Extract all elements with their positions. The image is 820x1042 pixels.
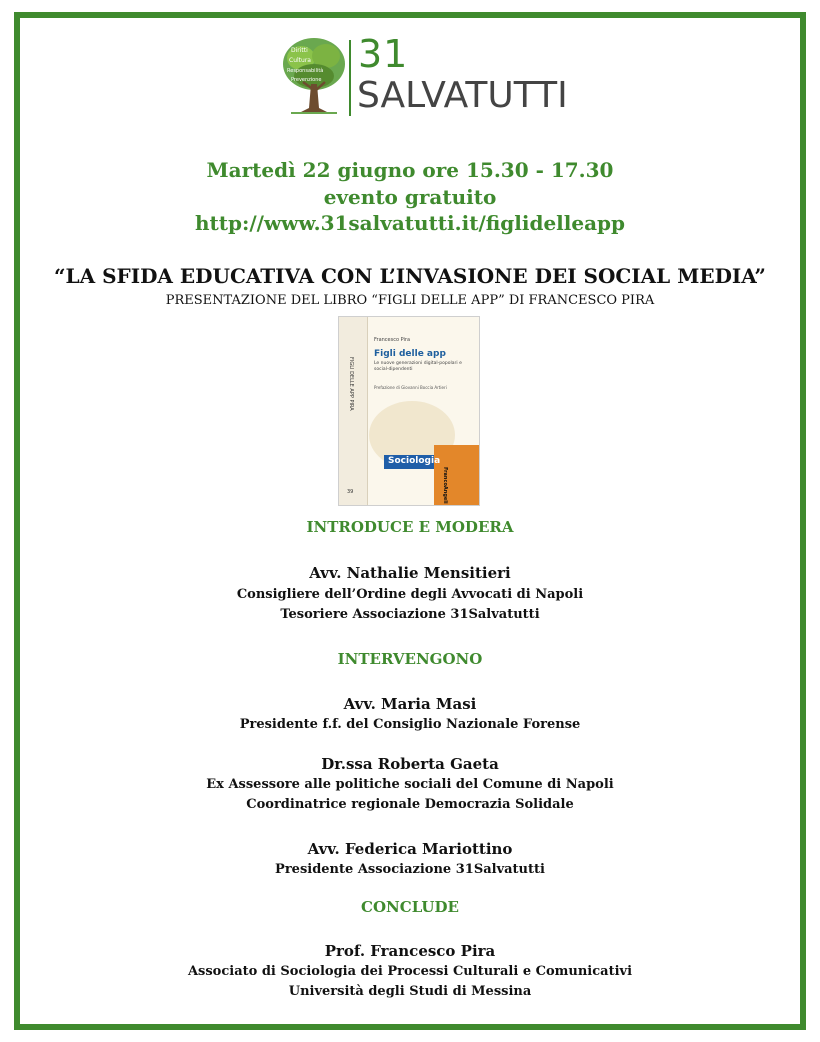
- section-heading-conclude: CONCLUDE: [361, 898, 459, 916]
- speaker-role: Tesoriere Associazione 31Salvatutti: [280, 607, 540, 622]
- logo-number: 31: [358, 32, 409, 76]
- logo-divider: [349, 40, 351, 116]
- book-spine-text: FIGLI DELLE APP PIRA: [348, 357, 354, 411]
- svg-text:Prevenzione: Prevenzione: [291, 77, 322, 83]
- book-cover: [338, 316, 480, 506]
- speaker-role: Università degli Studi di Messina: [288, 984, 532, 999]
- speaker-role: Presidente f.f. del Consiglio Nazionale Forense: [239, 717, 581, 732]
- book-spine-number: 39: [347, 489, 354, 495]
- book-preface: Prefazione di Giovanni Boccia Artieri: [374, 385, 447, 390]
- speaker-role: Associato di Sociologia dei Processi Culturali e Comunicativi: [187, 964, 633, 979]
- speaker-name: Prof. Francesco Pira: [324, 942, 496, 960]
- book-spine: [339, 317, 368, 506]
- logo-brand: SALVATUTTI: [357, 75, 568, 116]
- speaker-role: Coordinatrice regionale Democrazia Solidale: [246, 797, 574, 812]
- event-free: evento gratuito: [323, 185, 497, 209]
- event-date: Martedì 22 giugno ore 15.30 - 17.30: [206, 158, 614, 182]
- logo: [281, 32, 581, 122]
- svg-text:Responsabilità: Responsabilità: [287, 68, 324, 74]
- book-orange-block: [434, 445, 480, 506]
- speaker-role: Ex Assessore alle politiche sociali del Comune di Napoli: [206, 777, 614, 792]
- speaker-name: Avv. Nathalie Mensitieri: [309, 564, 511, 582]
- event-title: “LA SFIDA EDUCATIVA CON L’INVASIONE DEI SOCIAL MEDIA”: [54, 264, 766, 288]
- section-heading-intervengono: INTERVENGONO: [337, 650, 483, 668]
- speaker-name: Dr.ssa Roberta Gaeta: [321, 755, 499, 773]
- book-subtitle: Le nuove generazioni digital-popolari e social-dipendenti: [374, 361, 462, 372]
- book-publisher: FrancoAngeli: [442, 467, 448, 504]
- section-heading-introduce: INTRODUCE E MODERA: [306, 518, 514, 536]
- book-author: Francesco Pira: [374, 337, 411, 343]
- svg-text:Diritti: Diritti: [291, 47, 308, 54]
- book-title: Figli delle app: [374, 349, 446, 359]
- speaker-role: Presidente Associazione 31Salvatutti: [275, 862, 545, 877]
- book-series: Sociologia: [388, 456, 441, 466]
- svg-text:Cultura: Cultura: [289, 57, 311, 64]
- speaker-name: Avv. Maria Masi: [343, 695, 477, 713]
- event-subtitle: PRESENTAZIONE DEL LIBRO “FIGLI DELLE APP” DI FRANCESCO PIRA: [165, 293, 655, 308]
- speaker-name: Avv. Federica Mariottino: [307, 840, 513, 858]
- event-url-link[interactable]: http://www.31salvatutti.it/figlidelleapp: [194, 211, 626, 235]
- speaker-role: Consigliere dell’Ordine degli Avvocati di Napoli: [236, 587, 584, 602]
- tree-logo-icon: [281, 36, 347, 116]
